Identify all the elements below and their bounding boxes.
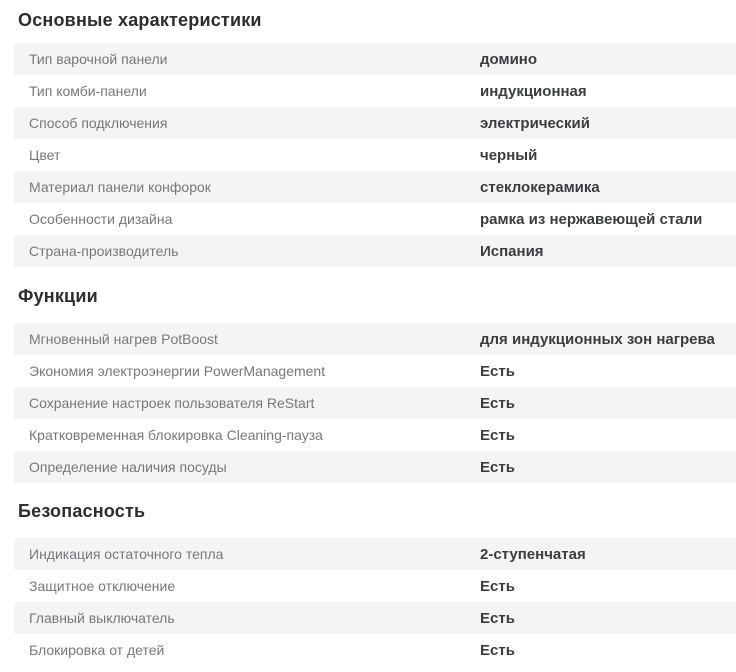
spec-label: Защитное отключение bbox=[29, 578, 176, 594]
spec-value: для индукционных зон нагрева bbox=[480, 330, 715, 348]
spec-label: Материал панели конфорок bbox=[29, 179, 211, 195]
table-row bbox=[14, 107, 736, 139]
spec-section bbox=[0, 9, 736, 267]
spec-label: Способ подключения bbox=[29, 115, 168, 131]
table-row bbox=[14, 355, 736, 387]
table-row bbox=[14, 235, 736, 267]
section-title: Безопасность bbox=[18, 501, 146, 521]
spec-value: Есть bbox=[480, 641, 515, 659]
spec-value: Есть bbox=[480, 362, 515, 380]
table-row bbox=[14, 570, 736, 602]
spec-value: электрический bbox=[480, 114, 590, 132]
spec-label: Особенности дизайна bbox=[29, 211, 173, 227]
spec-table bbox=[14, 43, 736, 267]
section-title: Основные характеристики bbox=[18, 10, 262, 30]
spec-label: Страна-производитель bbox=[29, 243, 179, 259]
table-row bbox=[14, 323, 736, 355]
spec-label: Блокировка от детей bbox=[29, 642, 165, 658]
spec-table bbox=[14, 323, 736, 483]
spec-value: домино bbox=[480, 50, 538, 68]
table-row bbox=[14, 419, 736, 451]
section-title: Функции bbox=[18, 286, 98, 306]
table-row bbox=[14, 387, 736, 419]
spec-value: 2-ступенчатая bbox=[480, 545, 586, 563]
spec-value: Есть bbox=[480, 426, 515, 444]
spec-value: рамка из нержавеющей стали bbox=[480, 210, 703, 228]
spec-label: Определение наличия посуды bbox=[29, 459, 227, 475]
spec-label: Мгновенный нагрев PotBoost bbox=[29, 331, 218, 347]
spec-label: Тип комби-панели bbox=[29, 83, 147, 99]
spec-section bbox=[0, 285, 736, 483]
table-row bbox=[14, 75, 736, 107]
spec-label: Кратковременная блокировка Cleaning-пауза bbox=[29, 427, 323, 443]
table-row bbox=[14, 602, 736, 634]
spec-label: Экономия электроэнергии PowerManagement bbox=[29, 363, 326, 379]
spec-label: Сохранение настроек пользователя ReStart bbox=[29, 395, 315, 411]
table-row bbox=[14, 451, 736, 483]
spec-value: Есть bbox=[480, 577, 515, 595]
spec-value: черный bbox=[480, 146, 538, 164]
spec-value: индукционная bbox=[480, 82, 587, 100]
spec-sections bbox=[0, 9, 736, 666]
spec-label: Главный выключатель bbox=[29, 610, 175, 626]
table-row bbox=[14, 538, 736, 570]
spec-section bbox=[0, 500, 736, 666]
table-row bbox=[14, 139, 736, 171]
spec-label: Тип варочной панели bbox=[29, 51, 168, 67]
table-row bbox=[14, 171, 736, 203]
table-row bbox=[14, 634, 736, 666]
spec-value: Испания bbox=[480, 242, 544, 260]
spec-label: Индикация остаточного тепла bbox=[29, 546, 224, 562]
spec-value: Есть bbox=[480, 458, 515, 476]
spec-table bbox=[14, 538, 736, 666]
spec-value: стеклокерамика bbox=[480, 178, 600, 196]
table-row bbox=[14, 43, 736, 75]
table-row bbox=[14, 203, 736, 235]
spec-value: Есть bbox=[480, 609, 515, 627]
spec-label: Цвет bbox=[29, 147, 61, 163]
spec-value: Есть bbox=[480, 394, 515, 412]
